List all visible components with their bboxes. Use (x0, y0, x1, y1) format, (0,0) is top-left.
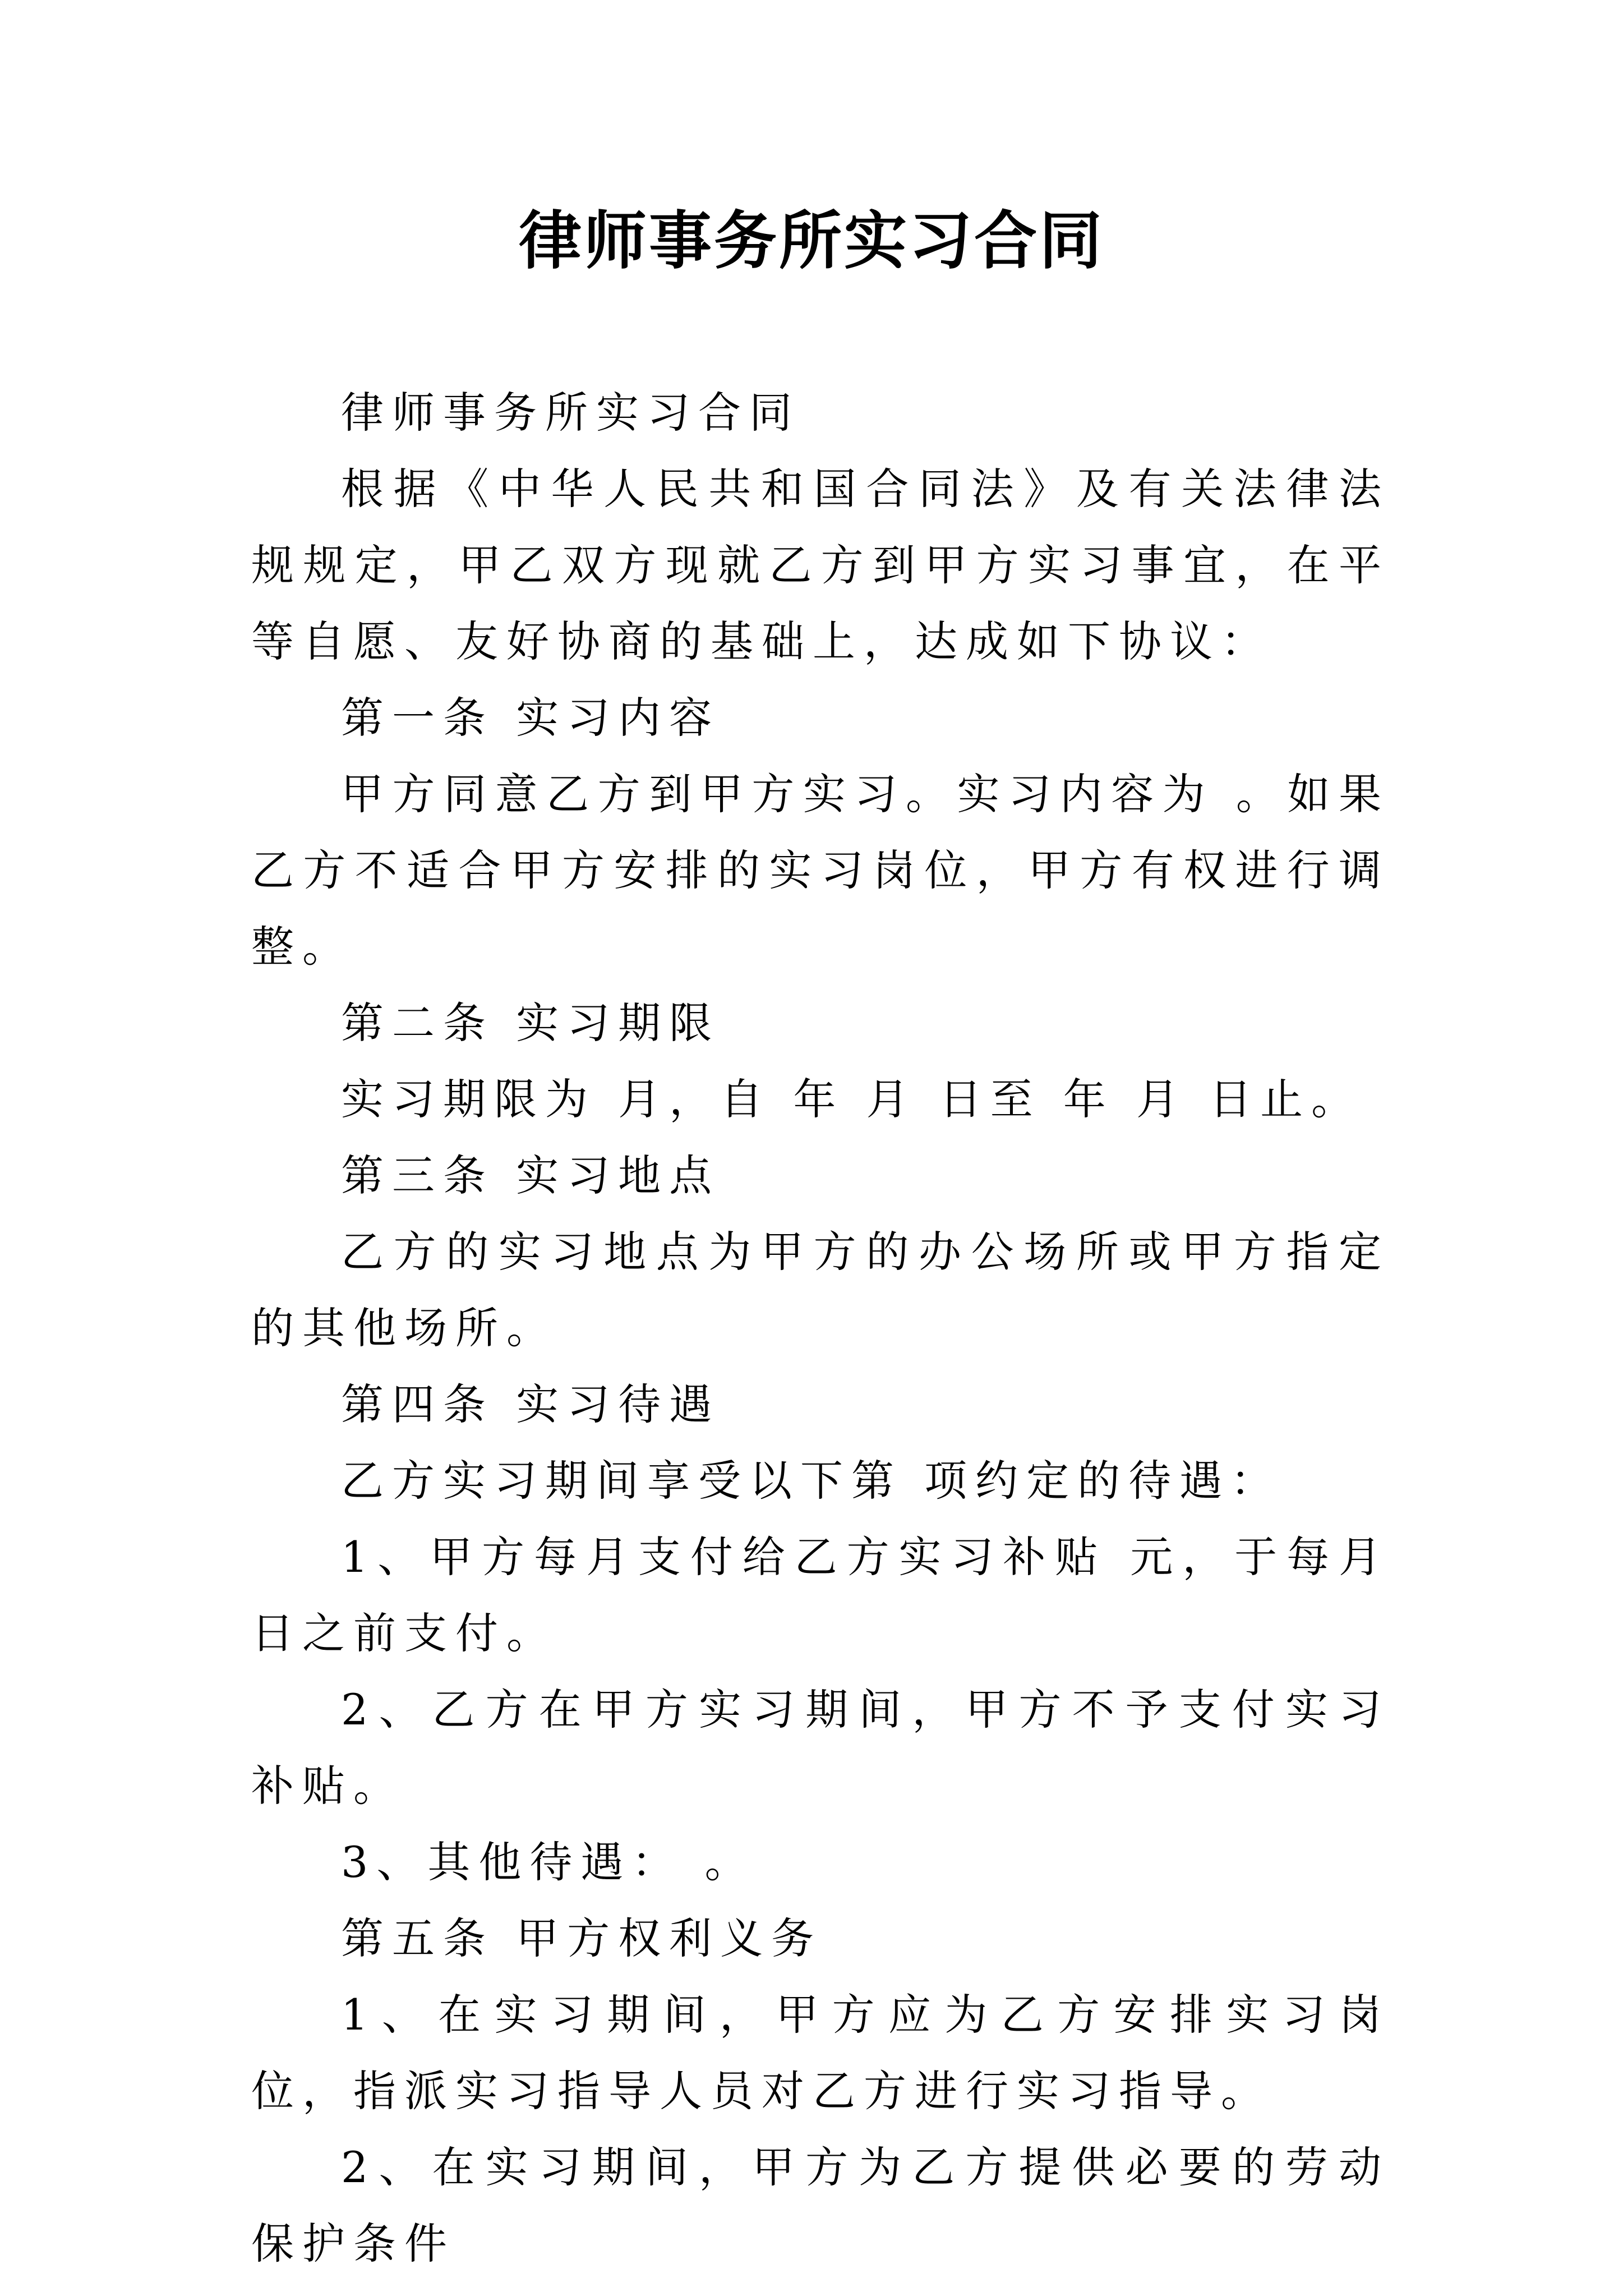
article-5-item-2: 2、在实习期间，甲方为乙方提供必要的劳动保护条件 (251, 2142, 1390, 2269)
article-5-heading: 第五条 甲方权利义务 (341, 1913, 823, 1963)
article-4-item-3: 3、其他待遇： 。 (341, 1837, 756, 1887)
article-4-item-2: 2、乙方在甲方实习期间，甲方不予支付实习补贴。 (251, 1685, 1390, 1811)
article-5-item-1: 1、在实习期间，甲方应为乙方安排实习岗位，指派实习指导人员对乙方进行实习指导。 (251, 1990, 1390, 2116)
paragraph-heading-repeat: 律师事务所实习合同 (341, 388, 800, 438)
article-1-heading: 第一条 实习内容 (341, 693, 721, 743)
article-2-body: 实习期限为 月，自 年 月 日至 年 月 日止。 (341, 1074, 1363, 1124)
article-3-heading: 第三条 实习地点 (341, 1151, 721, 1200)
article-4-heading: 第四条 实习待遇 (341, 1379, 721, 1429)
article-1-body: 甲方同意乙方到甲方实习。实习内容为 。如果乙方不适合甲方安排的实习岗位，甲方有权进行调整。 (251, 769, 1390, 972)
article-2-heading: 第二条 实习期限 (341, 998, 721, 1048)
article-3-body: 乙方的实习地点为甲方的办公场所或甲方指定的其他场所。 (251, 1227, 1390, 1353)
article-4-item-1: 1、甲方每月支付给乙方实习补贴 元，于每月 日之前支付。 (251, 1532, 1412, 1658)
document-body (251, 375, 1412, 2282)
article-4-intro: 乙方实习期间享受以下第 项约定的待遇： (341, 1456, 1282, 1506)
paragraph-preamble: 根据《中华人民共和国合同法》及有关法律法规规定，甲乙双方现就乙方到甲方实习事宜，在平等自愿、友好协商的基础上，达成如下协议： (251, 464, 1390, 666)
document-title: 律师事务所实习合同 (519, 204, 1104, 278)
